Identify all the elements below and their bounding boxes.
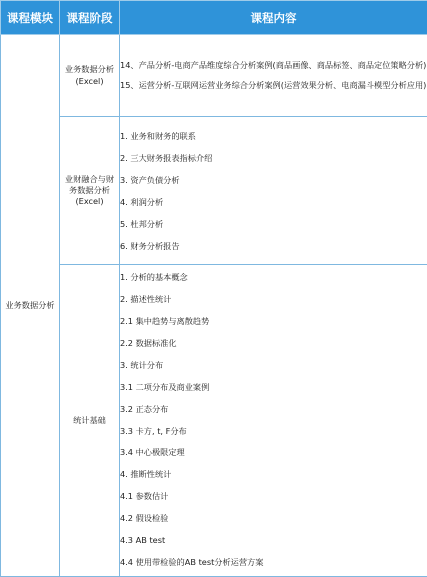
content-item: 1. 分析的基本概念 [120,267,427,289]
header-row [1,1,427,35]
stage-cell [60,117,120,265]
header-stage: 课程阶段 [60,1,120,35]
content-item: 4.3 AB test [120,530,427,552]
table-row [1,117,427,265]
content-item: 3.2 正态分布 [120,399,427,421]
stage-name: 业务数据分析 (Excel) [65,64,114,85]
content-cell [120,117,427,265]
content-item: 3.3 卡方, t, F分布 [120,421,427,443]
content-item: 4. 推断性统计 [120,464,427,486]
content-item: 2.2 数据标准化 [120,333,427,355]
content-cell [120,35,427,117]
table-row [1,265,427,577]
content-item: 6. 财务分析报告 [120,235,427,257]
table-row [1,35,427,117]
content-item: 4.4 使用带检验的AB test分析运营方案 [120,552,427,574]
content-item: 4.1 参数估计 [120,486,427,508]
content-item: 2. 三大财务报表指标介绍 [120,147,427,169]
content-item: 2.1 集中趋势与离散趋势 [120,311,427,333]
content-item: 14、产品分析-电商产品维度综合分析案例(商品画像、商品标签、商品定位策略分析) [120,60,427,71]
stage-cell [60,35,120,117]
content-item: 5. 杜邦分析 [120,213,427,235]
content-item: 1. 业务和财务的联系 [120,125,427,147]
stage-name: 统计基础 [73,415,106,425]
content-item: 4. 利润分析 [120,191,427,213]
content-item: 3. 资产负债分析 [120,169,427,191]
content-item: 3.4 中心极限定理 [120,442,427,464]
content-item: 3. 统计分布 [120,355,427,377]
content-item: 15、运营分析-互联网运营业务综合分析案例(运营效果分析、电商漏斗模型分析应用) [120,80,427,91]
stage-name: 业财融合与财 务数据分析 (Excel) [65,174,114,206]
header-module: 课程模块 [1,1,60,35]
content-item: 3.1 二项分布及商业案例 [120,377,427,399]
content-cell [120,265,427,577]
content-item: 2. 描述性统计 [120,289,427,311]
stage-cell [60,265,120,577]
content-item: 4.2 假设检验 [120,508,427,530]
header-content: 课程内容 [120,1,427,35]
module-cell: 业务数据分析 [1,35,60,577]
